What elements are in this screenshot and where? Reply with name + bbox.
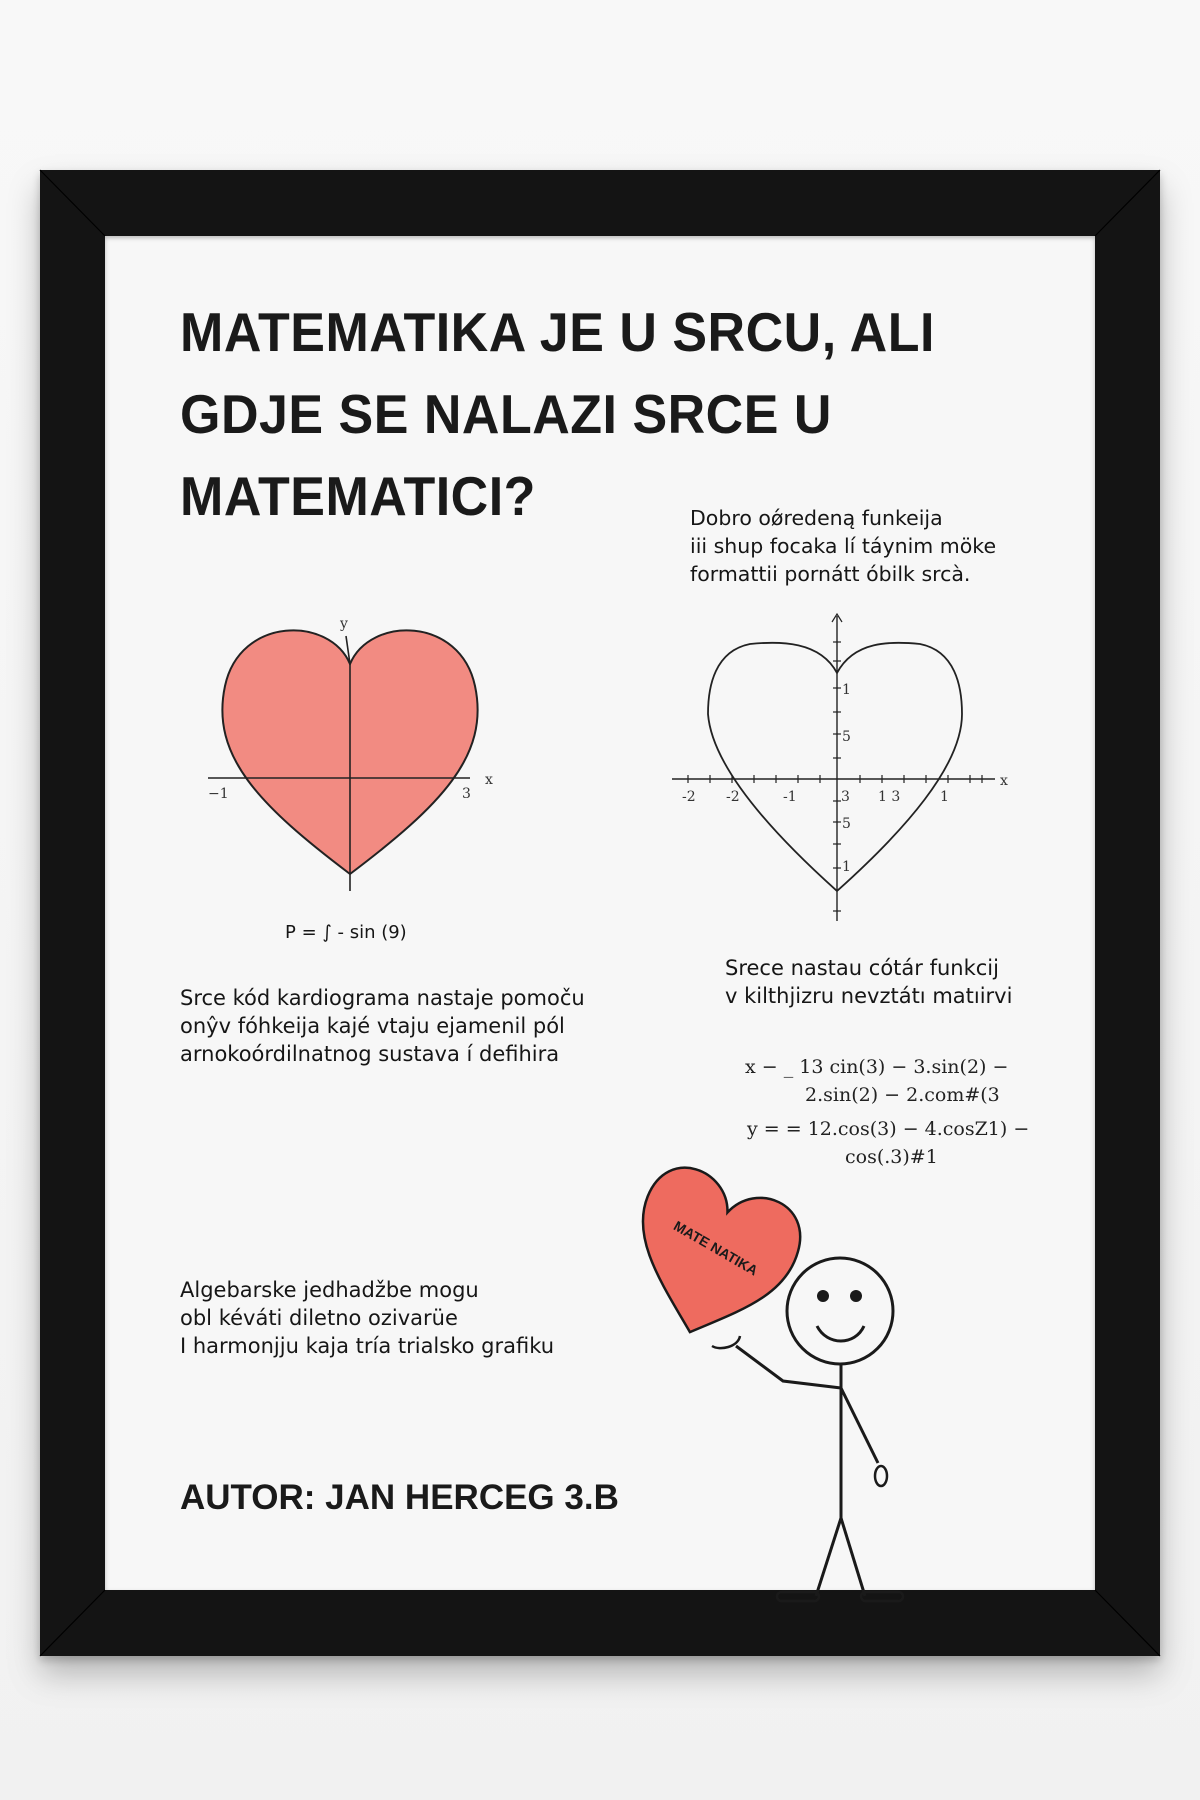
equation-y-line1: y = = 12.cos(3) − 4.cosZ1) − [747,1118,1030,1140]
svg-text:3: 3 [462,786,471,802]
svg-text:5: 5 [842,816,851,832]
svg-text:-1: -1 [783,789,797,805]
formula-caption: P = ∫ - sin (9) [285,922,407,943]
poster [105,236,1095,1590]
picture-frame [40,170,1160,1656]
outline-heart-graph [660,606,1040,936]
equation-y-line2: cos(.3)#1 [845,1146,938,1168]
equation-x-line2: 2.sin(2) − 2.com#(3 [805,1084,1000,1106]
title-line: GDJE SE NALAZI SRCE U [180,384,832,446]
svg-text:3: 3 [841,789,850,805]
title-line: MATEMATICI? [180,466,536,528]
outline-heart-shape [708,643,962,891]
cardiogram-paragraph: Srce kód kardiograma nastaje pomoču onŷv fóhkeija kajé vtaju ejamenil pól arnokoórdilnatnog sustava í defihira [180,986,585,1066]
poster-title [180,292,1000,538]
stick-figure-illustration [620,1141,950,1571]
head [787,1258,893,1364]
author-credit: AUTOR: JAN HERCEG 3.B [180,1478,619,1517]
svg-text:5: 5 [842,729,851,745]
function-intro-text: Dobro oǿredeną funkeija iii shup focaka lí táynim möke formattii pornátt óbilk srcà. [690,506,997,586]
svg-text:1: 1 [842,859,851,875]
algebra-paragraph: Algebarske jedhadžbe mogu obl kéváti diletno ozivarüe I harmonjju kaja tría trialsko grafiku [180,1278,555,1358]
title-line: MATEMATIKA JE U SRCU, ALI [180,302,935,364]
equation-x-line1: x − _ 13 cin(3) − 3.sin(2) − [745,1056,1009,1078]
balloon-label: MATE NATIKA [671,1217,761,1279]
svg-text:-2: -2 [682,789,696,805]
svg-text:1: 1 [842,682,851,698]
svg-text:y: y [340,616,348,632]
right-eye [850,1290,862,1302]
left-eye [817,1290,829,1302]
svg-text:-2: -2 [726,789,740,805]
svg-text:1: 1 [940,789,949,805]
svg-text:x: x [485,772,493,788]
parametric-paragraph: Srece nastau cótár funkcij v kilthjizru nevztátı matıirvi [725,956,1013,1008]
svg-text:−1: −1 [208,786,229,802]
filled-heart-graph [200,606,540,926]
smile [817,1326,864,1341]
svg-text:1 3: 1 3 [878,789,901,805]
svg-text:x: x [1000,773,1008,789]
heart-balloon [606,1156,812,1359]
